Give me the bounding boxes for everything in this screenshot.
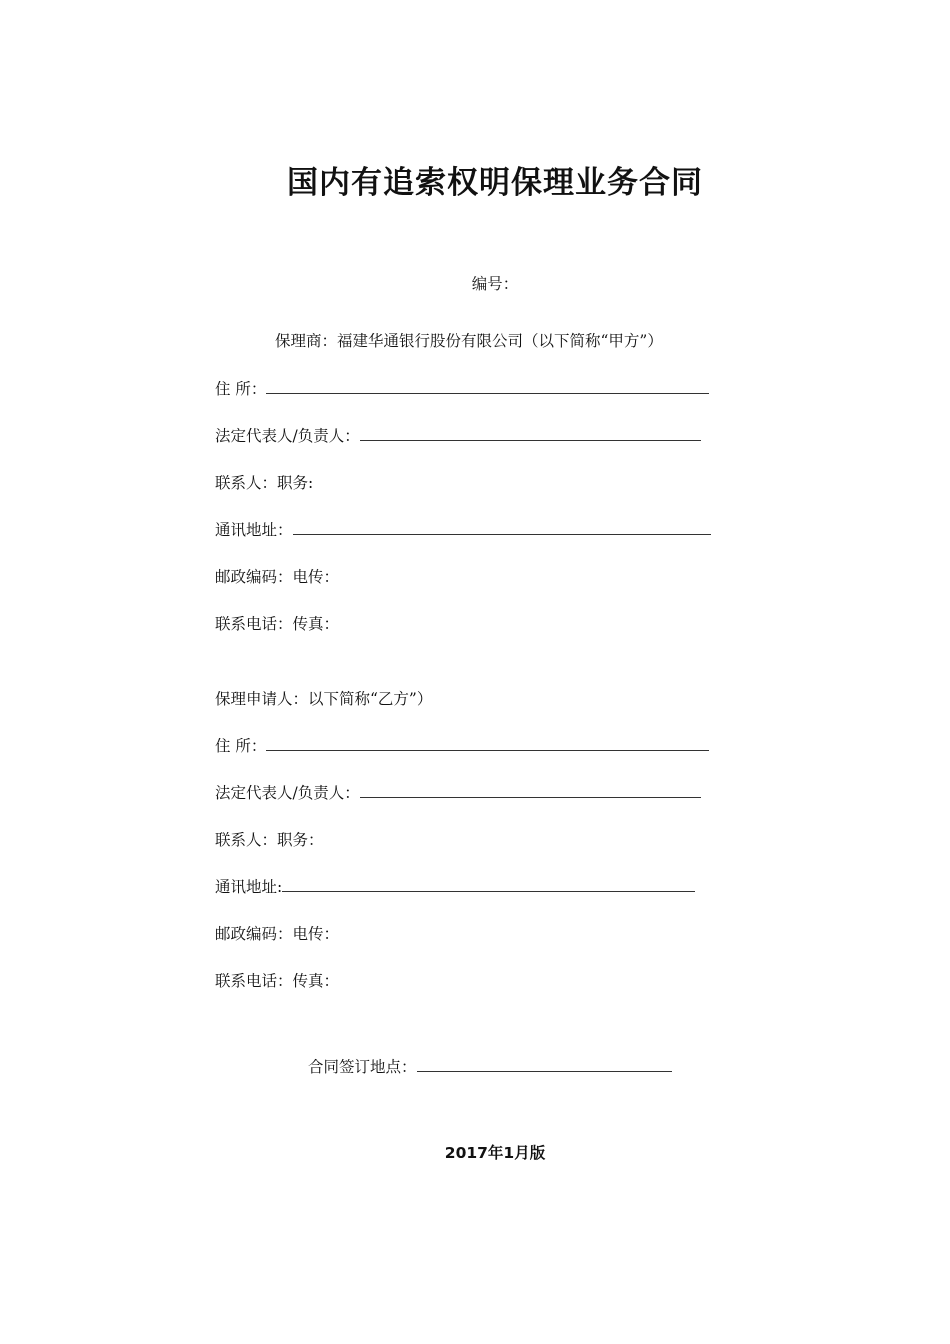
party-b-mail-address-label: 通讯地址: xyxy=(215,878,283,896)
party-a-mail-address-label: 通讯地址： xyxy=(215,521,293,539)
party-b-legal-rep-blank[interactable] xyxy=(360,783,701,798)
edition-label: 2017年1月版 xyxy=(444,1144,546,1162)
party-b-contact-label: 联系人：职务： xyxy=(215,831,324,849)
party-a-legal-rep-label: 法定代表人/负责人： xyxy=(215,427,360,445)
party-b-mail-address-row xyxy=(215,876,695,898)
document-title: 国内有追索权明保理业务合同 xyxy=(287,165,703,201)
party-b-header: 保理申请人：以下简称“乙方”） xyxy=(215,690,433,708)
party-b-legal-rep-label: 法定代表人/负责人： xyxy=(215,784,360,802)
contract-number-label: 编号： xyxy=(471,275,519,293)
signing-place-row xyxy=(308,1056,672,1078)
party-b-postcode-label: 邮政编码：电传： xyxy=(215,925,340,943)
party-a-header: 保理商：福建华通银行股份有限公司（以下简称“甲方”） xyxy=(275,332,663,350)
signing-place-blank[interactable] xyxy=(417,1057,672,1072)
party-a-contact-label: 联系人：职务: xyxy=(215,474,314,492)
party-b-address-label: 住 所： xyxy=(215,737,267,755)
party-a-mail-address-row xyxy=(215,519,711,541)
party-b-mail-address-blank[interactable] xyxy=(282,877,695,892)
party-b-address-blank[interactable] xyxy=(266,736,709,751)
signing-place-label: 合同签订地点： xyxy=(308,1058,417,1076)
party-b-phone-label: 联系电话：传真： xyxy=(215,972,340,990)
party-a-address-blank[interactable] xyxy=(266,379,709,394)
party-a-mail-address-blank[interactable] xyxy=(293,520,711,535)
party-a-postcode-label: 邮政编码：电传： xyxy=(215,568,340,586)
party-a-address-row xyxy=(215,378,709,400)
party-b-address-row xyxy=(215,735,709,757)
party-b-legal-rep-row xyxy=(215,782,701,804)
party-a-legal-rep-blank[interactable] xyxy=(360,426,701,441)
party-a-legal-rep-row xyxy=(215,425,701,447)
party-a-phone-label: 联系电话：传真： xyxy=(215,615,340,633)
party-a-address-label: 住 所： xyxy=(215,380,267,398)
